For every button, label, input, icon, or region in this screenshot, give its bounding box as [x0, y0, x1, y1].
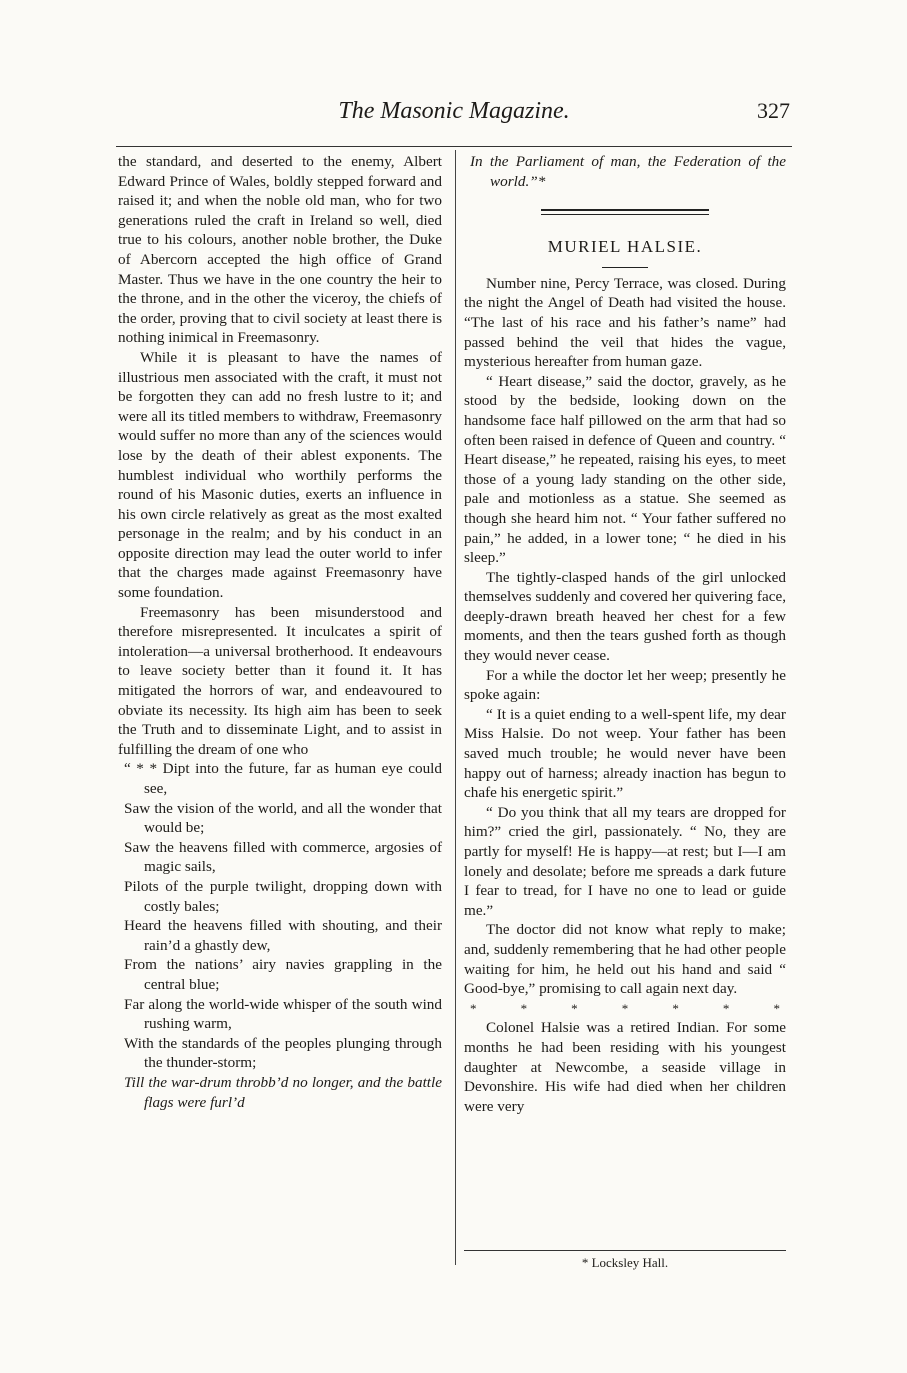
page-header: [118, 98, 790, 132]
footnote: * Locksley Hall.: [581, 1255, 669, 1270]
left-column: [118, 152, 442, 1112]
star: *: [621, 1000, 629, 1016]
section-break-stars: [464, 999, 786, 1019]
star: *: [520, 1000, 528, 1016]
star: *: [571, 1000, 578, 1016]
verse-line: “ * * Dipt into the future, far as human eye could see,: [124, 760, 442, 797]
verse-line: With the standards of the peoples plunging through the thunder-storm;: [124, 1034, 442, 1072]
section-double-rule: [541, 209, 709, 215]
page-number: 327: [757, 98, 790, 123]
verse-continuation: [464, 152, 786, 191]
verse-line: Heard the heavens filled with shouting, and their rain’d a ghastly dew,: [124, 917, 442, 954]
header-rule: [116, 146, 792, 147]
verse-quotation: [118, 759, 442, 1112]
paragraph: While it is pleasant to have the names of illustrious men associated with the craft, it must not be forgotten they can add no fresh lustre to it; and were all its titled members to withdraw, Freemasonry would suffer no more than any of the sciences would lose by the death of their ablest exponents. The humblest individual who worthily performs the round of his Masonic duties, exerts an influence in his own circle relatively as great as the most exalted personage in the realm; and by his conduct in an opposite direction may lead the outer world to infer that the charges made against Freemasonry have some foundation.: [118, 348, 442, 602]
verse-line-italic: In the Parliament of man, the Federation of the world.”*: [470, 153, 786, 190]
running-title: The Masonic Magazine.: [338, 98, 570, 124]
right-column: [464, 152, 786, 1116]
paragraph: The doctor did not know what reply to make; and, suddenly remembering that he had other people waiting for him, he held out his hand and said “ Good-bye,” promising to call again next day.: [464, 921, 786, 998]
paragraph: the standard, and deserted to the enemy, Albert Edward Prince of Wales, boldly stepped forward and raised it; and when the noble old man, who for two generations ruled the craft in Ireland so well, died true to his colours, another noble brother, the Duke of Abercorn accepted the high office of Grand Master. Thus we have in the one country the heir to the throne, and in the other the viceroy, the chiefs of the order, proving that to civil society at least there is nothing inimical in Freemasonry.: [118, 153, 442, 347]
paragraph: “ Do you think that all my tears are dropped for him?” cried the girl, passionately. “ No, they are partly for myself! He is happy—at rest; but I—I am lonely and desolate; before me spreads a dark future I fear to tread, for I have no one to lead or guide me.”: [464, 803, 786, 919]
star: *: [722, 1000, 730, 1016]
story-title: MURIEL HALSIE.: [547, 237, 703, 257]
paragraph: “ Heart disease,” said the doctor, gravely, as he stood by the bedside, looking down on the handsome face half pillowed on the arm that had so often been raised in defence of Queen and country. “ Heart disease,” he repeated, raising his eyes, to meet those of a young lady standing on the other side, pale and motionless as a statue. She seemed as though she heard him not. “ Your father suffered no pain,” he added, in a lower tone; “ he died in his sleep.”: [464, 372, 786, 567]
star: *: [470, 1000, 477, 1016]
verse-line: Pilots of the purple twilight, dropping down with costly bales;: [124, 877, 442, 915]
paragraph: “ It is a quiet ending to a well-spent life, my dear Miss Halsie. Do not weep. Your father has been saved much trouble; he would never have been happy out of harness; already inaction has begun to chafe his energetic spirit.”: [464, 705, 786, 802]
footnote-rule: [464, 1250, 786, 1251]
paragraph: Number nine, Percy Terrace, was closed. During the night the Angel of Death had visited the house. “The last of his race and his father’s name” had passed behind the veil that hides the vague, mysterious hereafter from human gaze.: [464, 274, 786, 371]
column-divider: [455, 150, 456, 1265]
verse-line: From the nations’ airy navies grappling in the central blue;: [124, 956, 442, 993]
verse-line: Saw the heavens filled with commerce, argosies of magic sails,: [124, 838, 442, 876]
star: *: [773, 1000, 780, 1016]
verse-line: Far along the world-wide whisper of the south wind rushing warm,: [124, 995, 442, 1033]
verse-line-italic: Till the war-drum throbb’d no longer, and the battle flags were furl’d: [124, 1073, 442, 1111]
star: *: [672, 1000, 679, 1016]
title-rule: [602, 267, 648, 268]
paragraph: For a while the doctor let her weep; presently he spoke again:: [464, 666, 786, 704]
paragraph: Freemasonry has been misunderstood and therefore misrepresented. It inculcates a spirit of intoleration—a universal brotherhood. It endeavours to leave society better than it found it. It has mitigated the horrors of war, and endeavoured to obviate its necessity. Its high aim has been to seek the Truth and to disseminate Light, and to assist in fulfilling the dream of one who: [118, 603, 442, 758]
paragraph: The tightly-clasped hands of the girl unlocked themselves suddenly and covered her quivering face, deeply-drawn breath heaved her chest for a few moments, and then the tears gushed forth as though they would never cease.: [464, 568, 786, 665]
verse-line: Saw the vision of the world, and all the wonder that would be;: [124, 799, 442, 837]
paragraph: Colonel Halsie was a retired Indian. For some months he had been residing with his youngest daughter at Newcombe, a seaside village in Devonshire. His wife had died when her children were very: [464, 1019, 786, 1115]
